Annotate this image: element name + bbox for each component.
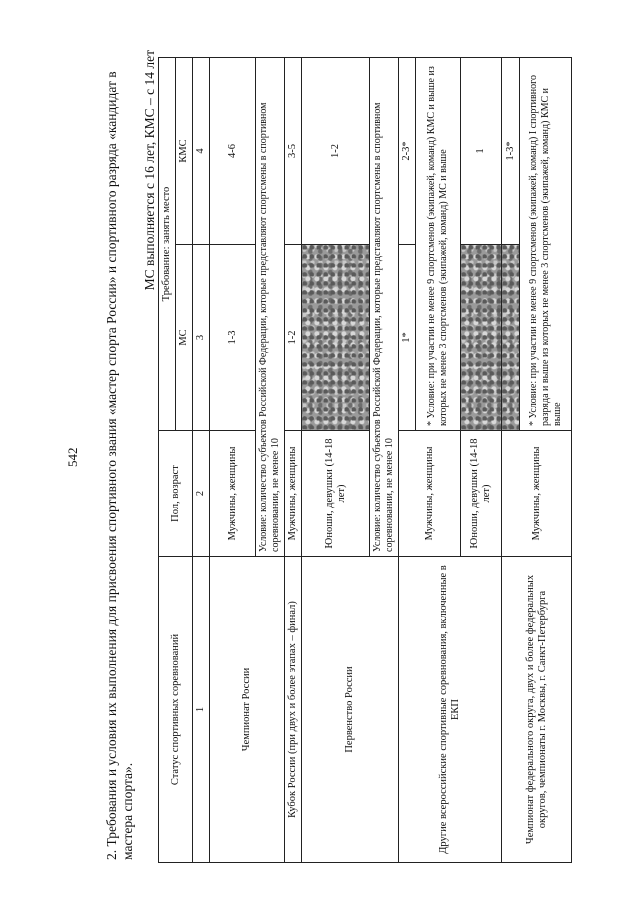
cup-ms: 1-2 — [285, 245, 302, 431]
row-pervenstvo: Первенство России — [302, 557, 399, 863]
age-note: МС выполняется с 16 лет, КМС – с 14 лет — [142, 50, 157, 291]
header-ms: МС — [176, 245, 193, 431]
perv-gender: Юноши, девушки (14-18 лет) — [302, 431, 370, 557]
header-kms: КМС — [176, 58, 193, 245]
other-ms: 1* — [399, 245, 416, 431]
fed-kms: 1-3* — [502, 58, 520, 245]
perv-condition: Условие: количество субъектов Российской Федерации, которые представляют спортсмены в спортивном соревновании, не менее 10 — [370, 58, 399, 557]
other-jun-kms: 1 — [461, 58, 502, 245]
fed-ms-redacted — [502, 245, 520, 431]
fed-condition: * Условие: при участии не менее 9 спортсменов (экипажей, команд) I спортивного разряда и выше из которых не менее 3 спортсменов (экипажей, команд) КМС и выше — [520, 58, 572, 431]
perv-ms-redacted — [302, 245, 370, 431]
other-kms: 2-3* — [399, 58, 416, 245]
col-number-2: 2 — [193, 431, 210, 557]
header-requirement: Требование: занять место — [159, 58, 176, 431]
header-status: Статус спортивных соревнований — [159, 557, 193, 863]
requirements-table — [158, 57, 572, 863]
champ-kms: 4-6 — [210, 58, 256, 245]
other-gender: Мужчины, женщины — [399, 431, 461, 557]
perv-kms: 1-2 — [302, 58, 370, 245]
champ-condition: Условие: количество субъектов Российской Федерации, которые представляют спортсмены в спортивном соревновании, не менее 10 — [256, 58, 285, 557]
col-number-1: 1 — [193, 557, 210, 863]
col-number-3: 3 — [193, 245, 210, 431]
section-heading: 2. Требования и условия их выполнения для присвоения спортивного звания «мастер спорта России» и спортивного разряда «кандидат в мастера спорта». — [104, 71, 135, 860]
page-number: 542 — [65, 447, 80, 467]
other-jun-ms-redacted — [461, 245, 502, 431]
header-gender-age: Пол, возраст — [159, 431, 193, 557]
champ-gender: Мужчины, женщины — [210, 431, 256, 557]
cup-kms: 3-5 — [285, 58, 302, 245]
fed-gender: Мужчины, женщины — [502, 431, 572, 557]
cup-gender: Мужчины, женщины — [285, 431, 302, 557]
champ-ms: 1-3 — [210, 245, 256, 431]
other-condition: * Условие: при участии не менее 9 спортсменов (экипажей, команд) КМС и выше из которых не менее 3 спортсменов (экипажей, команд) МС и выше — [416, 58, 461, 431]
row-champ-russia: Чемпионат России — [210, 557, 285, 863]
row-other-competitions: Другие всероссийские спортивные соревнования, включенные в ЕКП — [399, 557, 502, 863]
col-number-4: 4 — [193, 58, 210, 245]
row-cup-russia: Кубок России (при двух и более этапах – финал) — [285, 557, 302, 863]
row-federal-district: Чемпионат федерального округа, двух и более федеральных округов, чемпионаты г. Москвы, г. Санкт-Петербурга — [502, 557, 572, 863]
other-juniors: Юноши, девушки (14-18 лет) — [461, 431, 502, 557]
